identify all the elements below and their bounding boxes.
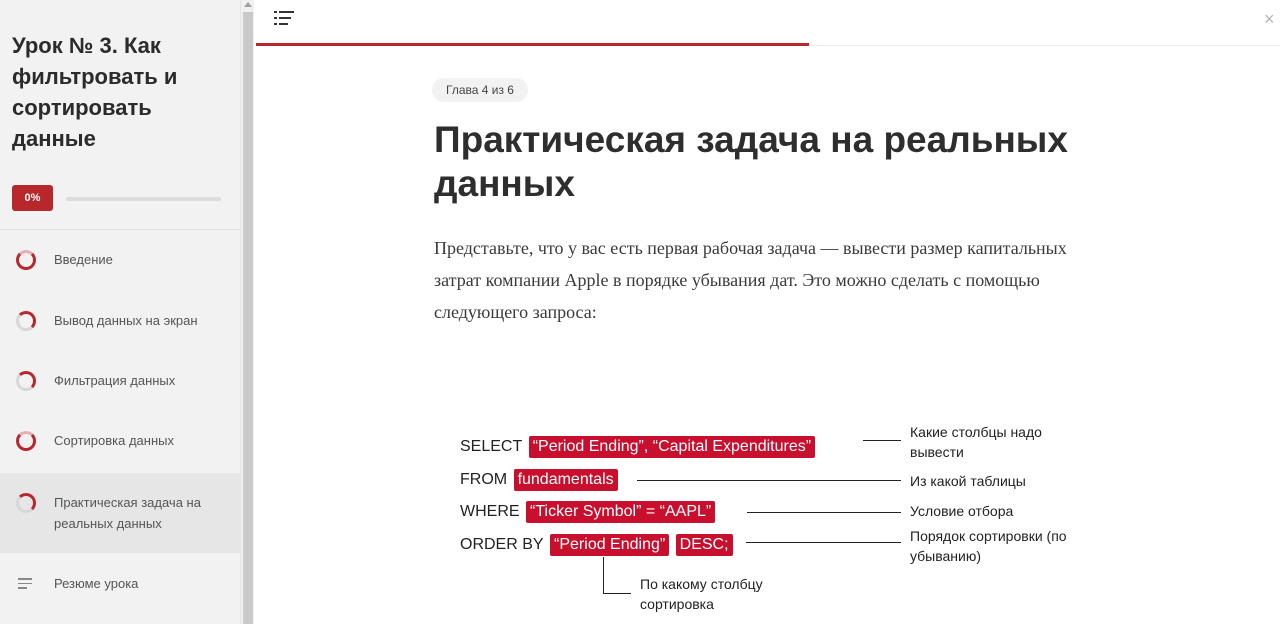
note-from: Из какой таблицы bbox=[910, 473, 1026, 489]
sidebar-item-introduction[interactable] bbox=[0, 230, 240, 290]
page-title: Практическая задача на реальных данных bbox=[434, 119, 1068, 204]
sql-where-line bbox=[460, 501, 715, 523]
sidebar-item-label: Введение bbox=[54, 252, 113, 267]
sidebar-item-summary[interactable] bbox=[0, 554, 240, 614]
progress-ring-icon bbox=[16, 250, 36, 270]
leader-line bbox=[863, 440, 901, 441]
sql-highlight: fundamentals bbox=[514, 469, 618, 491]
reading-progress-bar bbox=[256, 43, 809, 46]
progress-ring-icon bbox=[16, 371, 36, 391]
sql-keyword: WHERE bbox=[460, 503, 520, 520]
leader-line bbox=[603, 593, 631, 594]
leader-line bbox=[747, 512, 901, 513]
sidebar-item-practical-task[interactable] bbox=[0, 473, 240, 553]
list-menu-icon[interactable] bbox=[274, 11, 294, 25]
note-select: Какие столбцы надо вывести bbox=[910, 424, 1042, 460]
progress-ring-icon bbox=[16, 431, 36, 451]
leader-line bbox=[746, 542, 901, 543]
sidebar-item-label: Вывод данных на экран bbox=[54, 313, 198, 328]
sidebar-item-output[interactable] bbox=[0, 291, 240, 351]
scrollbar-thumb[interactable] bbox=[243, 12, 253, 624]
progress-bar bbox=[66, 197, 221, 201]
sidebar-item-filtering[interactable] bbox=[0, 351, 240, 411]
sql-highlight: “Ticker Symbol” = “AAPL” bbox=[526, 501, 715, 523]
sidebar bbox=[0, 0, 240, 624]
close-icon[interactable]: × bbox=[1264, 9, 1275, 29]
lines-icon bbox=[18, 578, 32, 592]
progress-ring-icon bbox=[16, 311, 36, 331]
scroll-up-arrow-icon[interactable] bbox=[244, 2, 252, 7]
sidebar-item-label: Фильтрация данных bbox=[54, 373, 176, 388]
progress-ring-icon bbox=[16, 493, 36, 513]
chapter-badge: Глава 4 из 6 bbox=[432, 78, 528, 102]
sidebar-item-sorting[interactable] bbox=[0, 411, 240, 471]
sql-highlight: “Period Ending” bbox=[550, 534, 669, 556]
sql-highlight-desc: DESC; bbox=[676, 534, 733, 556]
sql-keyword: SELECT bbox=[460, 438, 523, 455]
sidebar-item-label: Резюме урока bbox=[54, 576, 139, 591]
sidebar-item-label: Практическая задача на реальных данных bbox=[54, 495, 201, 531]
sql-highlight: “Period Ending”, “Capital Expenditures” bbox=[529, 436, 815, 458]
note-order: Порядок сортировки (по убыванию) bbox=[910, 528, 1067, 564]
leader-line bbox=[637, 480, 901, 481]
note-column: По какому столбцу сортировка bbox=[640, 576, 763, 612]
sidebar-scrollbar[interactable] bbox=[240, 0, 254, 624]
progress-badge: 0% bbox=[12, 185, 53, 211]
sql-select-line bbox=[460, 436, 815, 458]
topbar bbox=[256, 0, 1280, 46]
leader-line bbox=[603, 557, 604, 593]
intro-paragraph: Представьте, что у вас есть первая рабочая задача — вывести размер капитальных затрат компании Apple в порядке убывания дат. Это можно сделать с помощью следующего запроса: bbox=[434, 238, 1067, 322]
sidebar-item-label: Сортировка данных bbox=[54, 433, 174, 448]
sql-from-line bbox=[460, 469, 618, 491]
sql-order-line bbox=[460, 534, 733, 556]
sql-keyword: ORDER BY bbox=[460, 536, 544, 553]
note-where: Условие отбора bbox=[910, 503, 1014, 519]
sql-keyword: FROM bbox=[460, 471, 508, 488]
lesson-title: Урок № 3. Как фильтровать и сортировать данные bbox=[12, 33, 178, 151]
